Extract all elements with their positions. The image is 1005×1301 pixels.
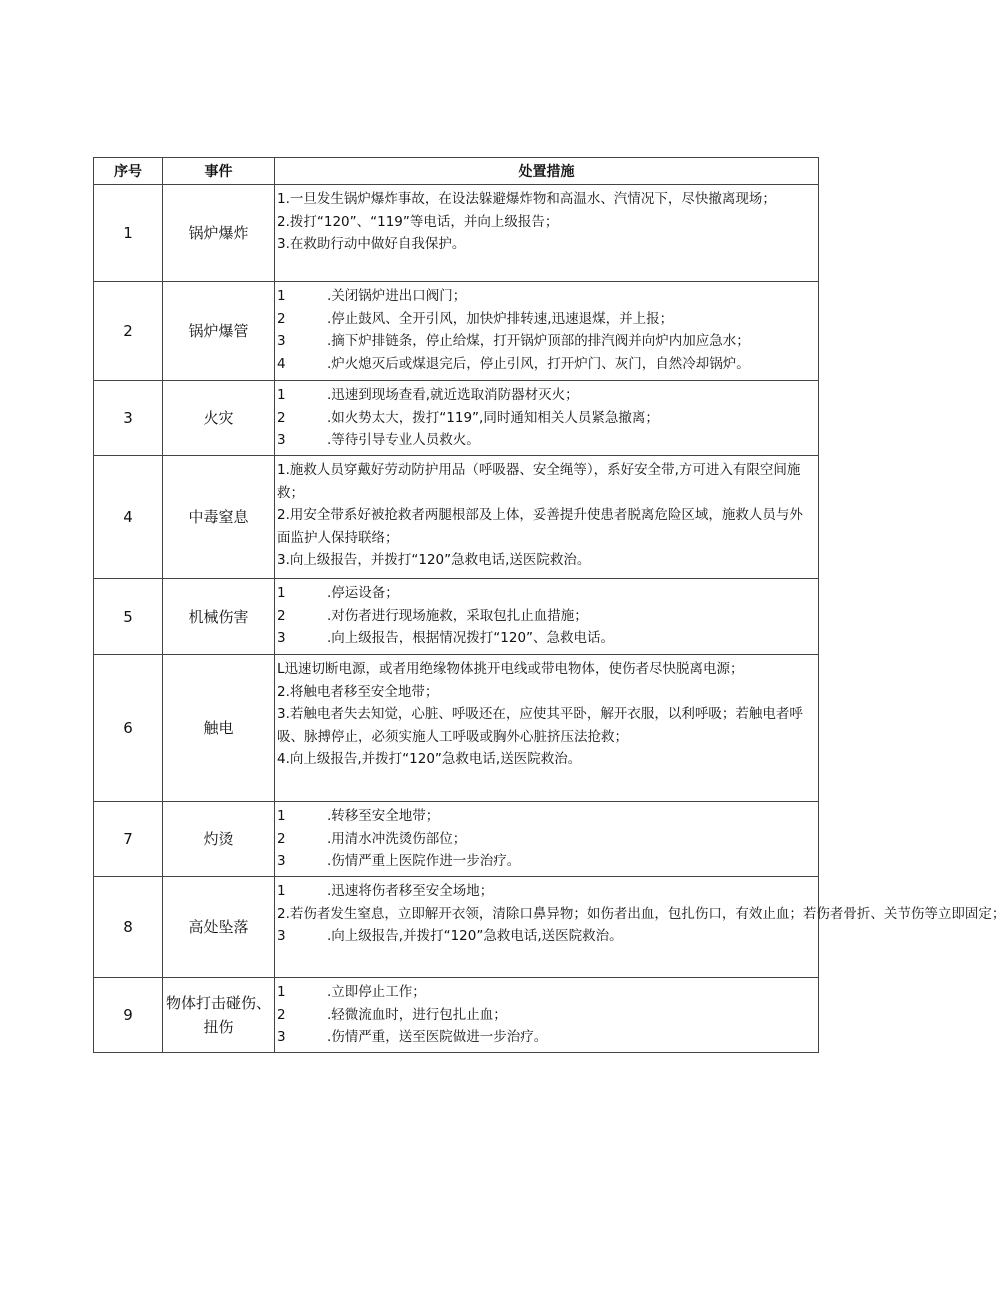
measure-number: 2 [277,607,286,624]
row-measures [275,456,819,579]
measure-item [277,407,816,430]
measure-item: 2.将触电者移至安全地带； [277,683,439,700]
measure-number: 3 [277,853,286,869]
row-index: 4 [94,456,163,579]
measure-text: .向上级报告,并拨打“120”急救电话,送医院救治。 [327,928,623,944]
table-row [94,579,819,655]
row-event: 触电 [163,655,275,802]
measure-text: .摘下炉排链条，停止给煤，打开锅炉顶部的排汽阀并向炉内加应急水； [327,333,750,349]
measure-text: .伤情严重上医院作进一步治疗。 [327,853,521,869]
measure-item [277,384,816,407]
row-measures [275,282,819,381]
measure-number: 4 [277,355,286,372]
measure-item: 3.向上级报告，并拨打“120”急救电话,送医院救治。 [277,552,591,568]
measure-item [277,880,816,903]
measure-item: 1.施救人员穿戴好劳动防护用品（呼吸器、安全绳等），系好安全带,方可进入有限空间施救； [277,462,801,501]
measure-text: .用清水冲洗烫伤部位； [327,830,467,847]
measure-number: 1 [277,288,286,304]
measure-item [277,330,816,353]
measure-text: .伤情严重，送至医院做进一步治疗。 [327,1029,548,1045]
measure-number: 3 [277,928,286,944]
measure-item [277,582,816,605]
row-measures [275,579,819,655]
row-index: 5 [94,579,163,655]
measure-item [277,850,816,873]
measure-item: 3.若触电者失去知觉，心脏、呼吸还在，应使其平卧，解开衣服，以利呼吸；若触电者呼吸、脉搏停止，必须实施人工呼吸或胸外心脏挤压法抢救； [277,706,803,745]
row-event: 物体打击碰伤、扭伤 [163,978,275,1053]
measure-text: .转移至安全地带； [327,808,440,824]
header-index: 序号 [94,158,163,185]
table-row [94,185,819,282]
measure-number: 2 [277,830,286,847]
measure-number: 1 [277,984,286,1000]
measure-number: 2 [277,310,286,327]
measure-text: .对伤者进行现场施救，采取包扎止血措施； [327,607,588,624]
table-body [94,185,1005,1053]
measure-text: .迅速将伤者移至安全场地； [327,883,494,899]
measure-number: 1 [277,808,286,824]
measure-item [277,903,1005,926]
measure-item [277,627,816,650]
row-index: 8 [94,877,163,978]
measure-number: 1 [277,387,286,403]
measure-number: 1 [277,585,286,601]
measure-item [277,285,816,308]
measure-number: 3 [277,432,286,448]
header-measures: 处置措施 [275,158,819,185]
measure-item: 1.一旦发生锅炉爆炸事故，在设法躲避爆炸物和高温水、汽情况下，尽快撤离现场； [277,191,776,207]
header-row [94,158,819,185]
measure-text: .向上级报告，根据情况拨打“120”、急救电话。 [327,630,615,646]
measure-item: 3.在救助行动中做好自我保护。 [277,236,466,252]
measure-text: .迅速到现场查看,就近选取消防器材灭火； [327,387,579,403]
row-index: 1 [94,185,163,282]
row-event: 机械伤害 [163,579,275,655]
measure-number: 2 [277,409,286,426]
measure-text: .立即停止工作； [327,984,426,1000]
measure-item [277,828,816,851]
row-measures [275,802,819,877]
table-row [94,282,819,381]
table-row [94,381,819,456]
row-measures [275,877,1005,978]
measure-item: L迅速切断电源，或者用绝缘物体挑开电线或带电物体，使伤者尽快脱离电源； [277,661,744,677]
row-index: 2 [94,282,163,381]
table-row [94,978,819,1053]
measure-text: .关闭锅炉进出口阀门； [327,288,467,304]
measure-text: .轻微流血时，进行包扎止血； [327,1006,507,1023]
measure-item [277,981,816,1004]
measure-item: 4.向上级报告,并拨打“120”急救电话,送医院救治。 [277,751,582,767]
row-event: 中毒窒息 [163,456,275,579]
row-index: 6 [94,655,163,802]
measure-text: .炉火熄灭后或煤退完后，停止引风，打开炉门、灰门，自然冷却锅炉。 [327,355,750,372]
measure-number: 2 [277,905,286,922]
row-event: 锅炉爆炸 [163,185,275,282]
table-row [94,877,819,978]
emergency-measures-table [93,157,1005,1053]
measure-number: 3 [277,630,286,646]
measure-item [277,805,816,828]
row-event: 高处坠落 [163,877,275,978]
header-event: 事件 [163,158,275,185]
measure-text: .停止鼓风、全开引风，加快炉排转速,迅速退煤，并上报； [327,310,674,327]
measure-number: 1 [277,883,286,899]
measure-item: 2.拨打“120”、“119”等电话，并向上级报告； [277,213,559,230]
measure-text: .等待引导专业人员救火。 [327,432,480,448]
row-measures [275,978,819,1053]
row-index: 3 [94,381,163,456]
table-row [94,802,819,877]
measure-item [277,353,816,376]
measure-item [277,605,816,628]
table-row [94,456,819,579]
measure-item [277,1004,816,1027]
measure-number: 2 [277,1006,286,1023]
row-event: 锅炉爆管 [163,282,275,381]
row-measures [275,185,819,282]
measure-item [277,925,816,948]
measure-item [277,308,816,331]
measure-number: 3 [277,1029,286,1045]
measure-item: 2.用安全带系好被抢救者两腿根部及上体，妥善提升使患者脱离危险区域，施救人员与外面监护人保持联络； [277,507,803,546]
row-measures [275,655,819,802]
measure-item [277,1026,816,1049]
table-row [94,655,819,802]
row-index: 7 [94,802,163,877]
measure-number: 3 [277,333,286,349]
measure-text: .如火势太大，拨打“119”,同时通知相关人员紧急撤离； [327,409,659,426]
row-index: 9 [94,978,163,1053]
measure-item [277,429,816,452]
row-measures [275,381,819,456]
row-event: 灼烫 [163,802,275,877]
row-event: 火灾 [163,381,275,456]
measure-text: .若伤者发生窒息，立即解开衣领，清除口鼻异物；如伤者出血，包扎伤口，有效止血；若伤者骨折、关节伤等立即固定； [285,905,1005,922]
measure-text: .停运设备； [327,585,399,601]
